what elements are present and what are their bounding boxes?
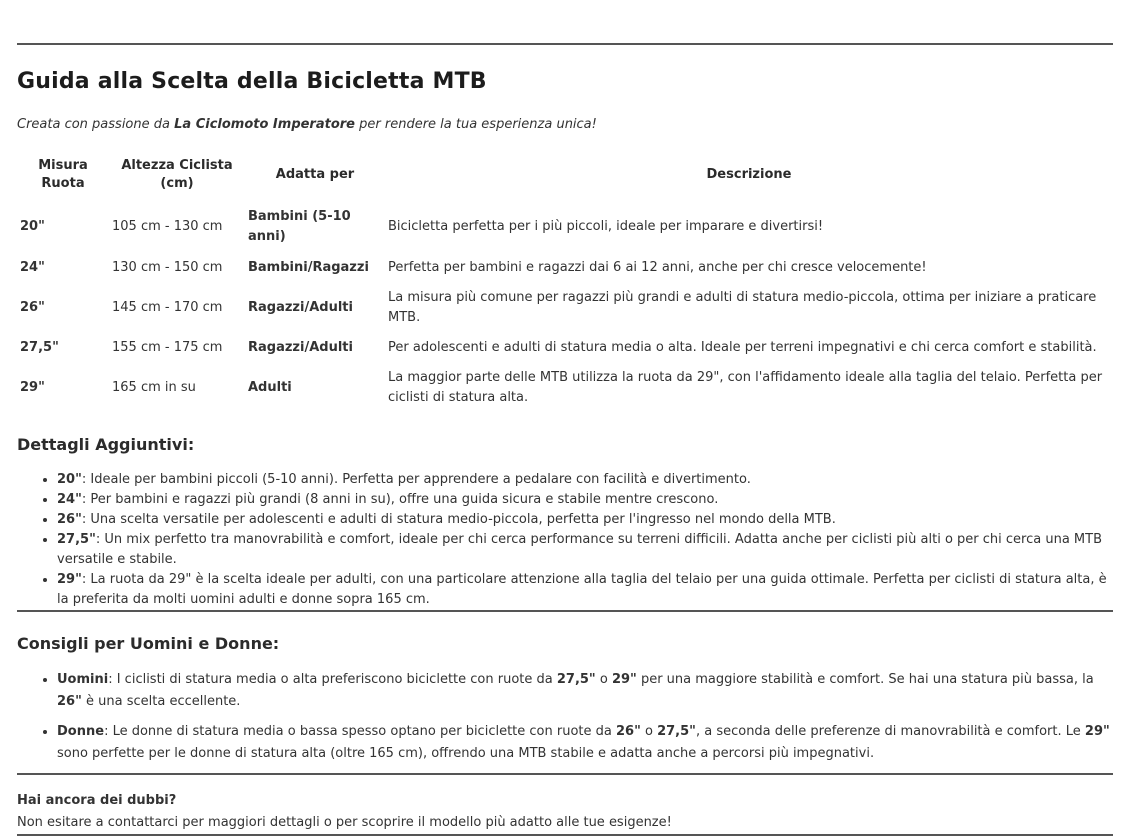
item-text: è una scelta eccellente. bbox=[81, 694, 241, 710]
table-header-row bbox=[17, 151, 1113, 203]
item-text: : Ideale per bambini piccoli (5-10 anni). Perfetta per apprendere a pedalare con facilità e divertimento. bbox=[81, 472, 751, 488]
footer-block bbox=[17, 790, 1113, 834]
consigli-list bbox=[17, 669, 1113, 765]
item-label: Uomini bbox=[57, 672, 109, 688]
header-misura-ruota: Misura Ruota bbox=[38, 157, 88, 192]
item-text: o bbox=[640, 724, 658, 740]
table-row bbox=[17, 333, 1113, 363]
item-text: , a seconda delle preferenze di manovrabilità e comfort. Le bbox=[695, 724, 1085, 740]
item-text: : Le donne di statura media o bassa spesso optano per biciclette con ruote da bbox=[104, 724, 616, 740]
cell-misura: 20" bbox=[20, 219, 45, 235]
list-item bbox=[57, 570, 1113, 610]
item-label: 20" bbox=[57, 472, 82, 488]
table-row bbox=[17, 253, 1113, 283]
cell-altezza: 165 cm in su bbox=[112, 380, 196, 396]
item-text: : La ruota da 29" è la scelta ideale per adulti, con una particolare attenzione alla taglia del telaio per una guida ottimale. Perfetta per ciclisti di statura alta, è la preferita da molti uomini adulti e donne sopra 165 cm. bbox=[57, 572, 1107, 608]
brand-name: La Ciclomoto Imperatore bbox=[174, 117, 355, 133]
cell-altezza: 145 cm - 170 cm bbox=[112, 299, 223, 315]
item-label: 29" bbox=[57, 572, 82, 588]
cell-altezza: 130 cm - 150 cm bbox=[112, 259, 223, 275]
dettagli-list bbox=[17, 470, 1113, 610]
cell-descrizione: Perfetta per bambini e ragazzi dai 6 ai 12 anni, anche per chi cresce velocemente! bbox=[388, 259, 927, 275]
list-item-uomini bbox=[57, 669, 1113, 713]
cell-descrizione: Per adolescenti e adulti di statura media o alta. Ideale per terreni impegnativi e chi cerca comfort e stabilità. bbox=[388, 339, 1097, 355]
footer-question: Hai ancora dei dubbi? bbox=[17, 793, 177, 809]
cell-adatta: Ragazzi/Adulti bbox=[248, 299, 353, 315]
item-label: 27,5" bbox=[57, 532, 96, 548]
header-altezza-ciclista: Altezza Ciclista (cm) bbox=[121, 157, 233, 192]
section-heading-consigli: Consigli per Uomini e Donne: bbox=[17, 634, 280, 654]
cell-misura: 29" bbox=[20, 380, 45, 396]
item-bold: 26" bbox=[57, 694, 82, 710]
item-text: : Una scelta versatile per adolescenti e adulti di statura medio-piccola, perfetta per l'ingresso nel mondo della MTB. bbox=[81, 512, 836, 528]
item-text: per una maggiore stabilità e comfort. Se hai una statura più bassa, la bbox=[636, 672, 1094, 688]
list-item bbox=[57, 490, 1113, 510]
item-label: 24" bbox=[57, 492, 82, 508]
cell-descrizione: La misura più comune per ragazzi più grandi e adulti di statura medio-piccola, ottima per iniziare a praticare MTB. bbox=[388, 289, 1097, 325]
cell-adatta: Bambini/Ragazzi bbox=[248, 259, 369, 275]
section-heading-dettagli: Dettagli Aggiuntivi: bbox=[17, 435, 195, 455]
cell-adatta: Bambini (5-10 anni) bbox=[248, 209, 351, 245]
item-text: : I ciclisti di statura media o alta preferiscono biciclette con ruote da bbox=[108, 672, 557, 688]
divider-rule bbox=[17, 610, 1113, 612]
wheel-size-table bbox=[17, 151, 1113, 414]
cell-adatta: Adulti bbox=[248, 380, 292, 396]
list-item bbox=[57, 470, 1113, 490]
cell-altezza: 105 cm - 130 cm bbox=[112, 219, 223, 235]
cell-altezza: 155 cm - 175 cm bbox=[112, 339, 223, 355]
page-title: Guida alla Scelta della Bicicletta MTB bbox=[17, 69, 487, 94]
table-row bbox=[17, 283, 1113, 333]
item-label: Donne bbox=[57, 724, 105, 740]
subtitle-suffix: per rendere la tua esperienza unica! bbox=[355, 117, 597, 133]
item-text: : Per bambini e ragazzi più grandi (8 anni in su), offre una guida sicura e stabile mentre crescono. bbox=[81, 492, 719, 508]
list-item bbox=[57, 510, 1113, 530]
item-label: 26" bbox=[57, 512, 82, 528]
item-bold: 27,5" bbox=[556, 672, 596, 688]
item-bold: 27,5" bbox=[657, 724, 696, 740]
cell-misura: 26" bbox=[20, 299, 45, 315]
list-item bbox=[57, 530, 1113, 570]
table-row bbox=[17, 202, 1113, 252]
cell-misura: 24" bbox=[20, 259, 45, 275]
item-text: sono perfette per le donne di statura alta (oltre 165 cm), offrendo una MTB stabile e adatta anche a percorsi più impegnativi. bbox=[57, 746, 875, 762]
footer-text: Non esitare a contattarci per maggiori dettagli o per scoprire il modello più adatto alle tue esigenze! bbox=[17, 815, 672, 831]
cell-descrizione: La maggior parte delle MTB utilizza la ruota da 29", con l'affidamento ideale alla taglia del telaio. Perfetta per ciclisti di statura alta. bbox=[388, 370, 1103, 406]
cell-misura: 27,5" bbox=[20, 339, 59, 355]
item-text: o bbox=[595, 672, 612, 688]
item-bold: 29" bbox=[611, 672, 637, 688]
subtitle bbox=[17, 116, 1113, 134]
list-item-donne bbox=[57, 721, 1113, 765]
top-rule bbox=[17, 43, 1113, 45]
subtitle-prefix: Creata con passione da bbox=[17, 117, 175, 133]
table-row bbox=[17, 363, 1113, 413]
item-bold: 26" bbox=[616, 724, 641, 740]
item-text: : Un mix perfetto tra manovrabilità e comfort, ideale per chi cerca performance su terreni difficili. Adatta anche per ciclisti più alti o per chi cerca una MTB versatile e stabile. bbox=[57, 532, 1103, 568]
header-adatta-per: Adatta per bbox=[275, 167, 355, 182]
cell-descrizione: Bicicletta perfetta per i più piccoli, ideale per imparare e divertirsi! bbox=[388, 219, 824, 235]
divider-rule bbox=[17, 773, 1113, 775]
cell-adatta: Ragazzi/Adulti bbox=[248, 339, 353, 355]
item-bold: 29" bbox=[1084, 724, 1110, 740]
header-descrizione: Descrizione bbox=[706, 167, 792, 182]
